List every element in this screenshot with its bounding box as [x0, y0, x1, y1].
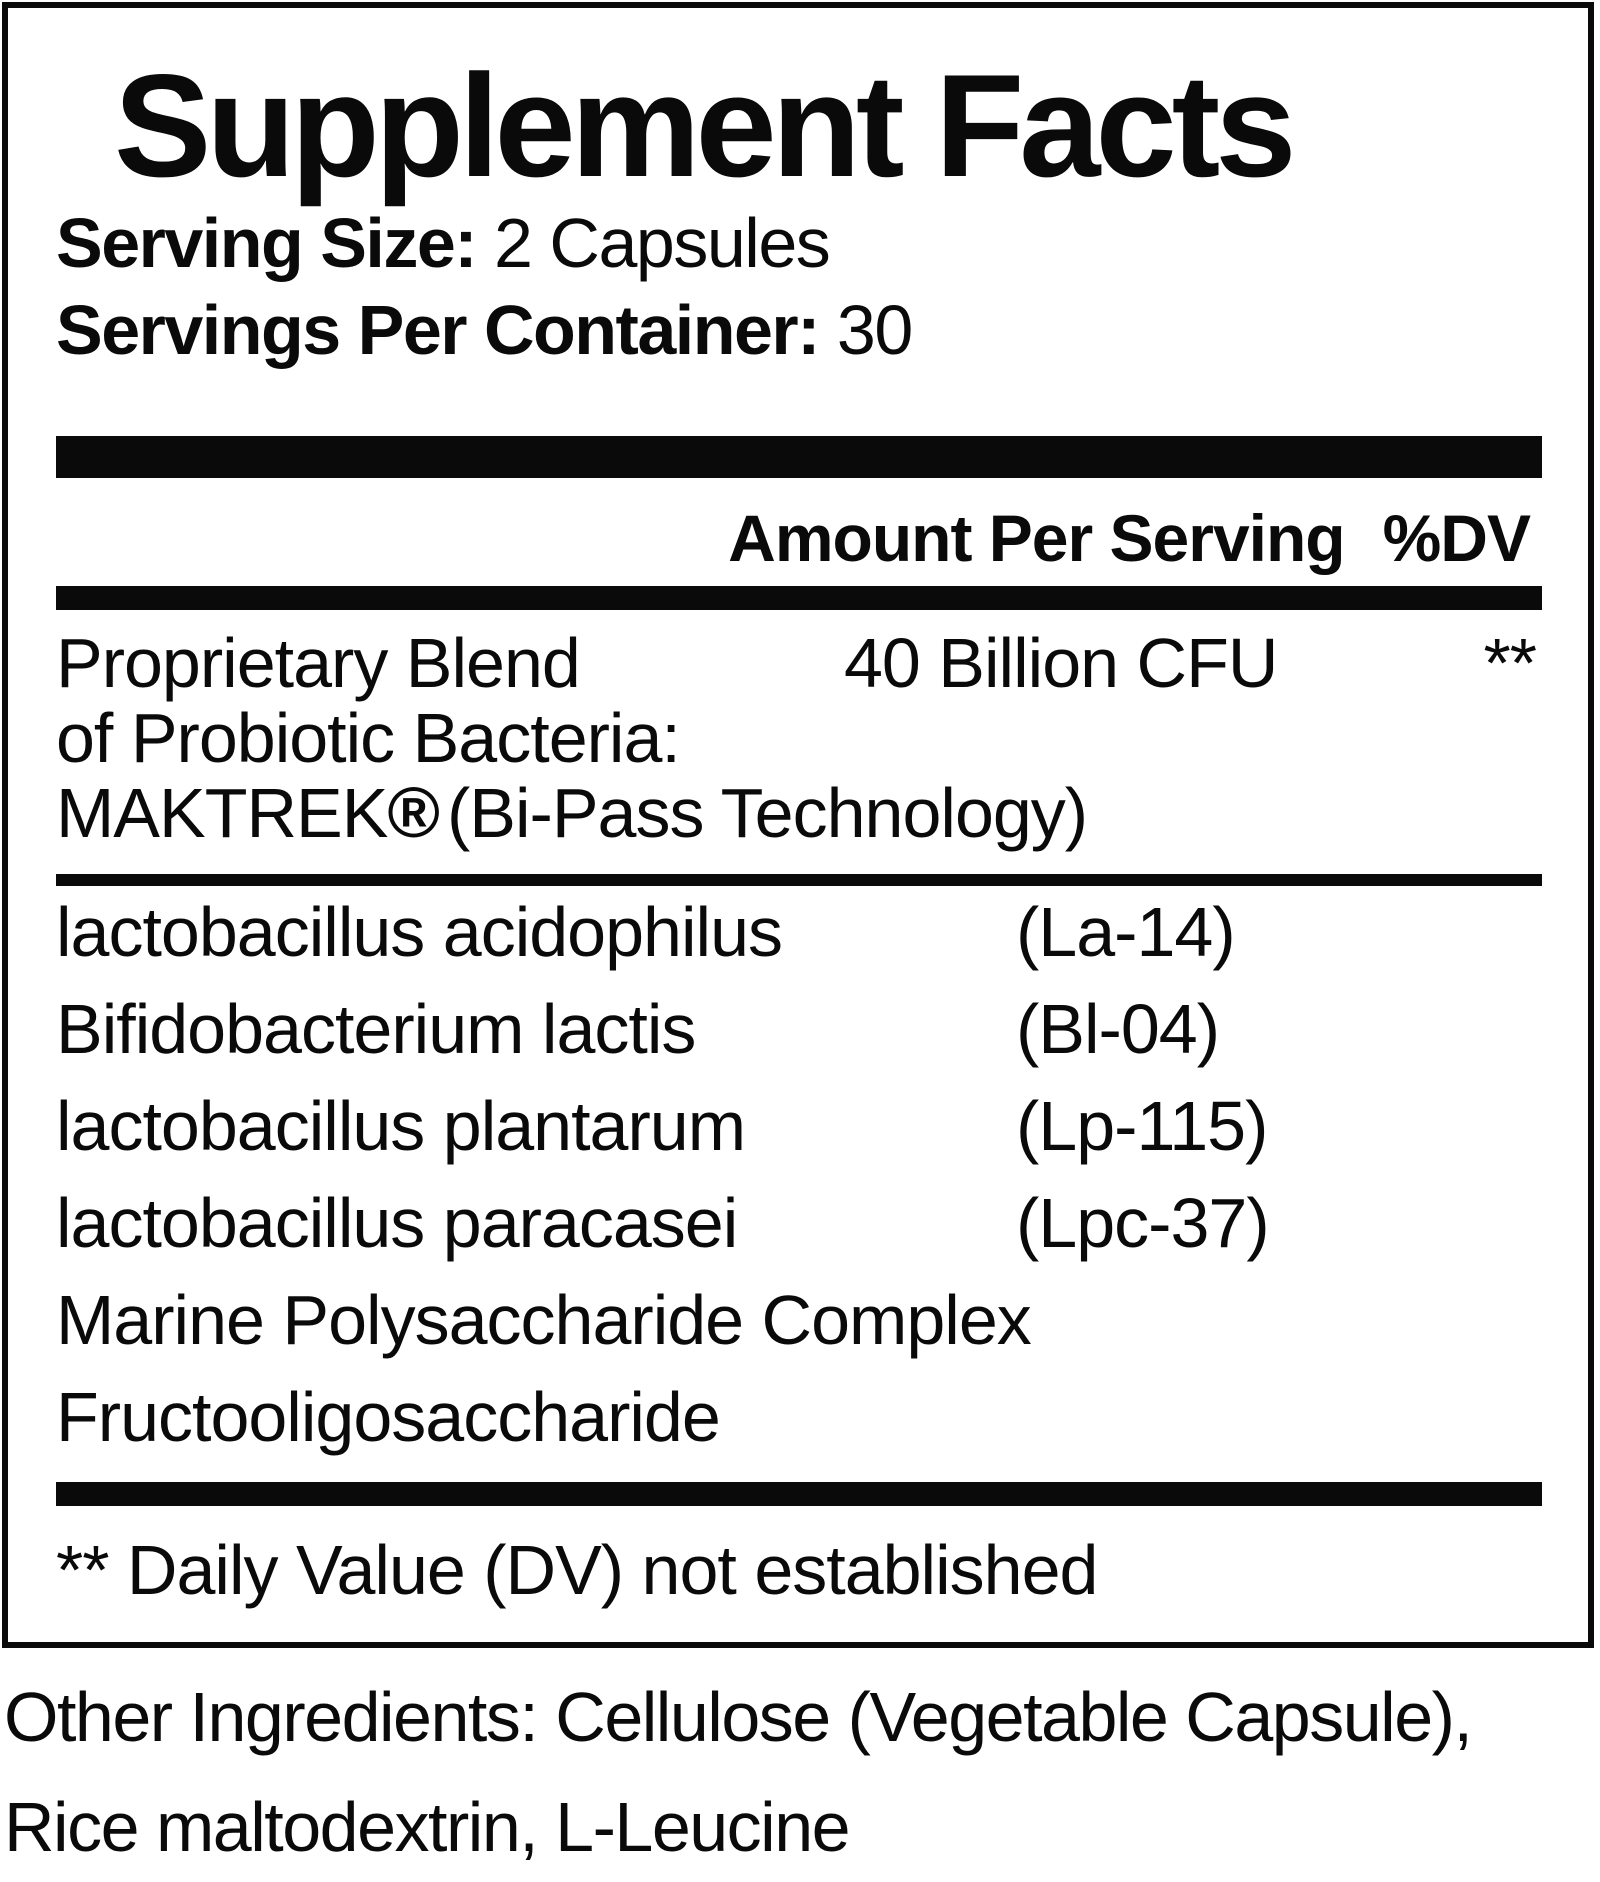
divider-bar-bottom	[56, 1482, 1542, 1506]
other-ingredients	[4, 1662, 1594, 1882]
daily-value-footnote: ** Daily Value (DV) not established	[56, 1531, 1098, 1609]
table-row	[56, 1369, 1542, 1466]
divider-bar-top	[56, 436, 1542, 478]
servings-per-container-line	[56, 287, 912, 374]
other-ingredients-value: Cellulose (Vegetable Capsule), Rice maltodextrin, L-Leucine	[4, 1678, 1472, 1866]
technology-name: (Bi-Pass Technology)	[447, 774, 1088, 852]
divider-bar-under-header	[56, 586, 1542, 610]
strain-code: (La-14)	[1016, 893, 1235, 971]
table-header-row	[56, 490, 1542, 586]
strain-code: (Lpc-37)	[1016, 1184, 1269, 1262]
proprietary-blend-name: Proprietary Blend	[56, 624, 580, 702]
table-row	[56, 884, 1542, 981]
serving-size-value: 2 Capsules	[476, 204, 830, 282]
table-row	[56, 1175, 1542, 1272]
proprietary-blend-name-line2: of Probiotic Bacteria:	[56, 699, 680, 777]
servings-per-container-value: 30	[818, 291, 912, 369]
ingredient-name: lactobacillus acidophilus	[56, 893, 782, 971]
ingredient-name: Fructooligosaccharide	[56, 1378, 720, 1456]
serving-size-line	[56, 200, 912, 287]
serving-size-label: Serving Size:	[56, 204, 477, 282]
registered-trademark-symbol: ®	[387, 773, 439, 853]
panel-title: Supplement Facts	[114, 44, 1292, 207]
brand-name: MAKTREK	[56, 774, 388, 852]
ingredient-name: Marine Polysaccharide Complex	[56, 1281, 1031, 1359]
proprietary-blend-section	[56, 626, 1542, 851]
strain-code: (Lp-115)	[1016, 1087, 1268, 1165]
proprietary-blend-dv: **	[1483, 624, 1536, 702]
supplement-facts-panel	[2, 2, 1594, 1648]
proprietary-blend-name-line3	[56, 773, 1542, 853]
proprietary-blend-amount: 40 Billion CFU	[844, 624, 1278, 702]
table-row	[56, 981, 1542, 1078]
amount-per-serving-header: Amount Per Serving	[728, 501, 1345, 575]
strain-code: (Bl-04)	[1016, 990, 1220, 1068]
ingredient-name: Bifidobacterium lactis	[56, 990, 696, 1068]
serving-info	[56, 200, 912, 374]
table-row	[56, 1078, 1542, 1175]
ingredient-name: lactobacillus paracasei	[56, 1184, 738, 1262]
ingredient-rows	[56, 884, 1542, 1466]
other-ingredients-label: Other Ingredients:	[4, 1678, 538, 1756]
ingredient-name: lactobacillus plantarum	[56, 1087, 746, 1165]
proprietary-blend-row	[56, 626, 1542, 701]
servings-per-container-label: Servings Per Container:	[56, 291, 819, 369]
table-row	[56, 1272, 1542, 1369]
dv-header: %DV	[1382, 501, 1530, 575]
